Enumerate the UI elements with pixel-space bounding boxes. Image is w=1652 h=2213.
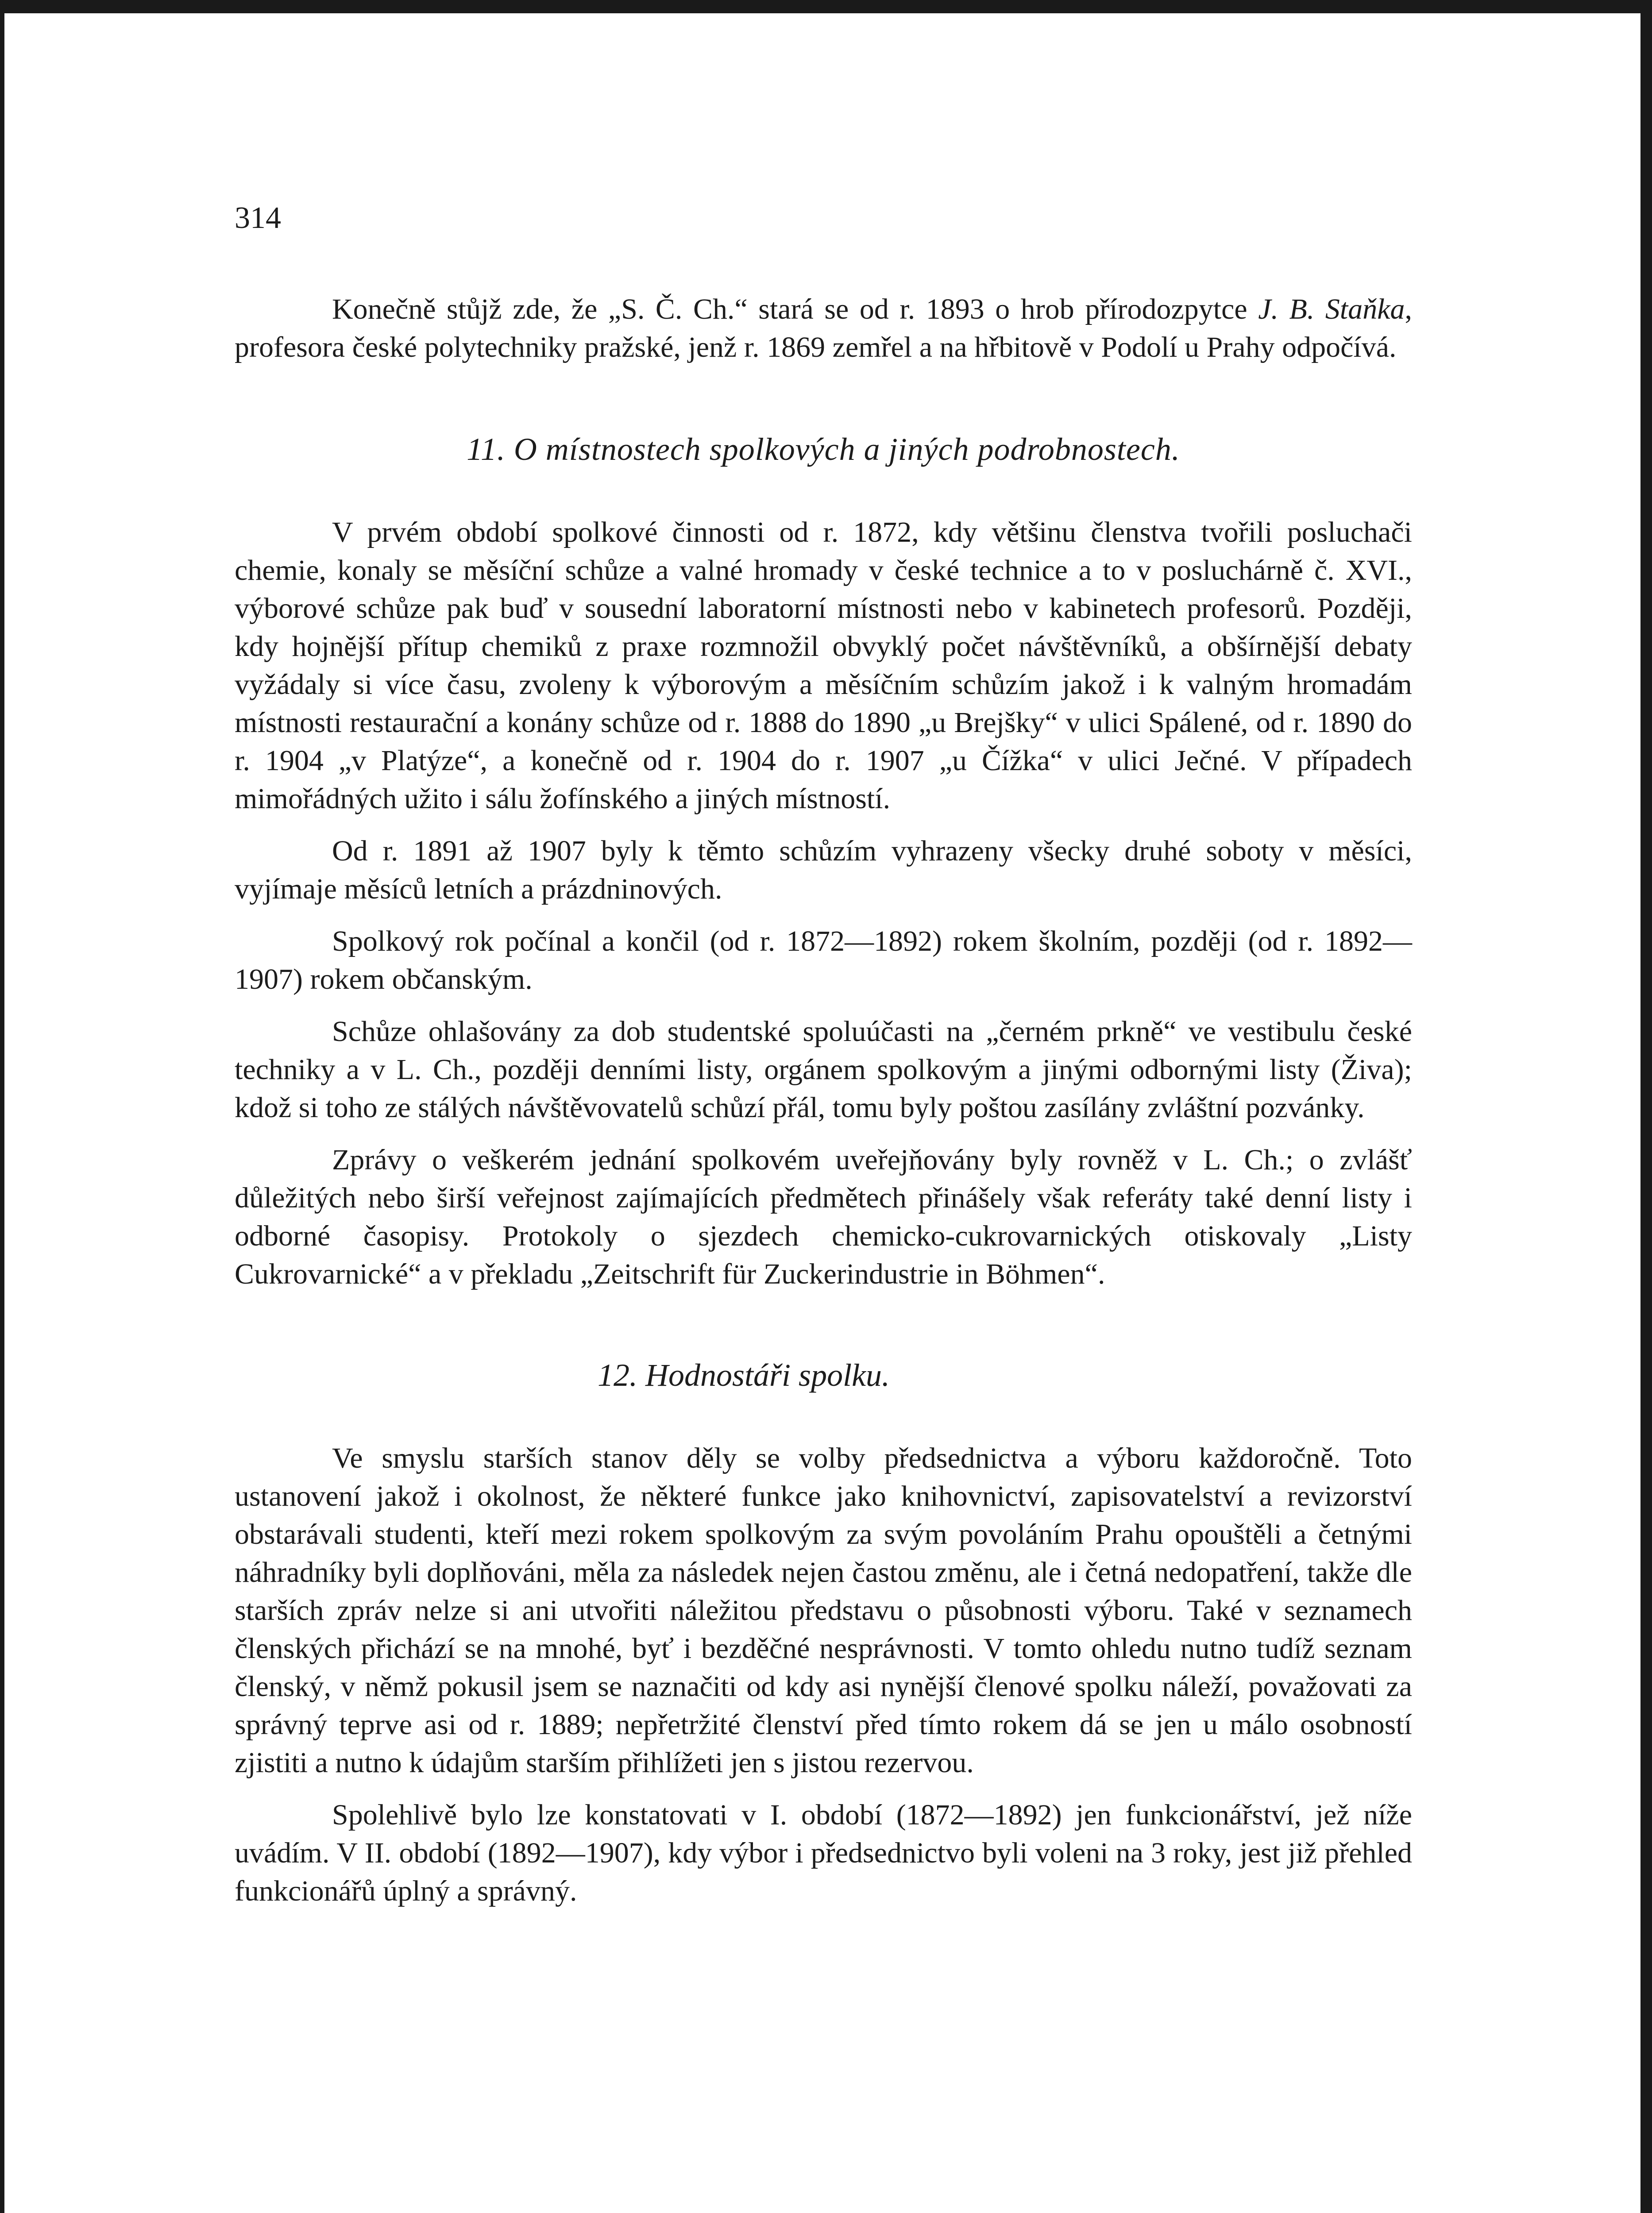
section-11-heading: 11. O místnostech spolkových a jiných podrobnostech.: [467, 432, 1180, 467]
section-11-paragraph: Od r. 1891 až 1907 byly k těmto schůzím vyhrazeny všecky druhé soboty v měsíci, vyjímaje měsíců letních a prázdninových.: [235, 835, 1412, 905]
intro-paragraph: [235, 290, 1412, 366]
section-11-paragraph: Spolkový rok počínal a končil (od r. 1872—1892) rokem školním, později (od r. 1892—1907) rokem občanským.: [235, 925, 1412, 995]
section-11-paragraph: Zprávy o veškerém jednání spolkovém uveřejňovány byly rovněž v L. Ch.; o zvlášť důležitých nebo širší veřejnost zajímajících předmětech přinášely však referáty také denní listy i odborné časopisy. Protokoly o sjezdech chemicko-cukrovarnických otiskovaly „Listy Cukrovarnické“ a v překladu „Zeitschrift für Zuckerindustrie in Böhmen“.: [235, 1144, 1412, 1290]
intro-text-start: Konečně stůjž zde, že „S. Č. Ch.“ stará se od r. 1893 o hrob přírodozpytce: [332, 293, 1258, 325]
section-12-paragraph: Ve smyslu starších stanov děly se volby předsednictva a výboru každoročně. Toto ustanovení jakož i okolnost, že některé funkce jako knihovnictví, zapisovatelství a revizorství obstarávali studenti, kteří mezi rokem spolkovým za svým povoláním Prahu opouštěli a četnými náhradníky byli doplňováni, měla za následek nejen častou změnu, ale i četná nedopatření, takže dle starších zpráv nelze si ani utvořiti náležitou představu o působnosti výboru. Také v seznamech členských přichází se na mnohé, byť i bezděčné nesprávnosti. V tomto ohledu nutno tudíž seznam členský, v němž pokusil jsem se naznačiti od kdy asi nynější členové spolku náleží, považovati za správný teprve asi od r. 1889; nepřetržité členství před tímto rokem dá se jen u málo osobností zjistiti a nutno k údajům starším přihlížeti jen s jistou rezervou.: [235, 1442, 1412, 1779]
section-11-paragraph: V prvém období spolkové činnosti od r. 1872, kdy většinu členstva tvořili posluchači chemie, konaly se měsíční schůze a valné hromady v české technice a to v posluchárně č. XVI., výborové schůze pak buď v sousední laboratorní místnosti nebo v kabinetech profesorů. Později, kdy hojnější přítup chemiků z praxe rozmnožil obvyklý počet návštěvníků, a obšírnější debaty vyžádaly si více času, zvoleny k výborovým a měsíčním schůzím jakož i k valným hromadám místnosti restaurační a konány schůze od r. 1888 do 1890 „u Brejšky“ v ulici Spálené, od r. 1890 do r. 1904 „v Platýze“, a konečně od r. 1904 do r. 1907 „u Čížka“ v ulici Ječné. V případech mimořádných užito i sálu žofínského a jiných místností.: [235, 516, 1412, 815]
section-11-paragraph: Schůze ohlašovány za dob studentské spoluúčasti na „černém prkně“ ve vestibulu české techniky a v L. Ch., později denními listy, orgánem spolkovým a jinými odbornými listy (Živa); kdož si toho ze stálých návštěvovatelů schůzí přál, tomu byly poštou zasílány zvláštní pozvánky.: [235, 1015, 1412, 1124]
page-content: [235, 199, 1412, 1910]
page-number: 314: [235, 201, 281, 235]
section-12-paragraph: Spolehlivě bylo lze konstatovati v I. období (1872—1892) jen funkcionářství, jež níže uvádím. V II. období (1892—1907), kdy výbor i předsednictvo byli voleni na 3 roky, jest již přehled funkcionářů úplný a správný.: [235, 1799, 1412, 1907]
section-12-heading: 12. Hodnostáři spolku.: [598, 1357, 890, 1393]
intro-text-end: , profesora české polytechniky pražské, jenž r. 1869 zemřel a na hřbitově v Podolí u Prahy odpočívá.: [235, 293, 1412, 363]
italic-person-name: J. B. Staňka: [1258, 293, 1405, 325]
